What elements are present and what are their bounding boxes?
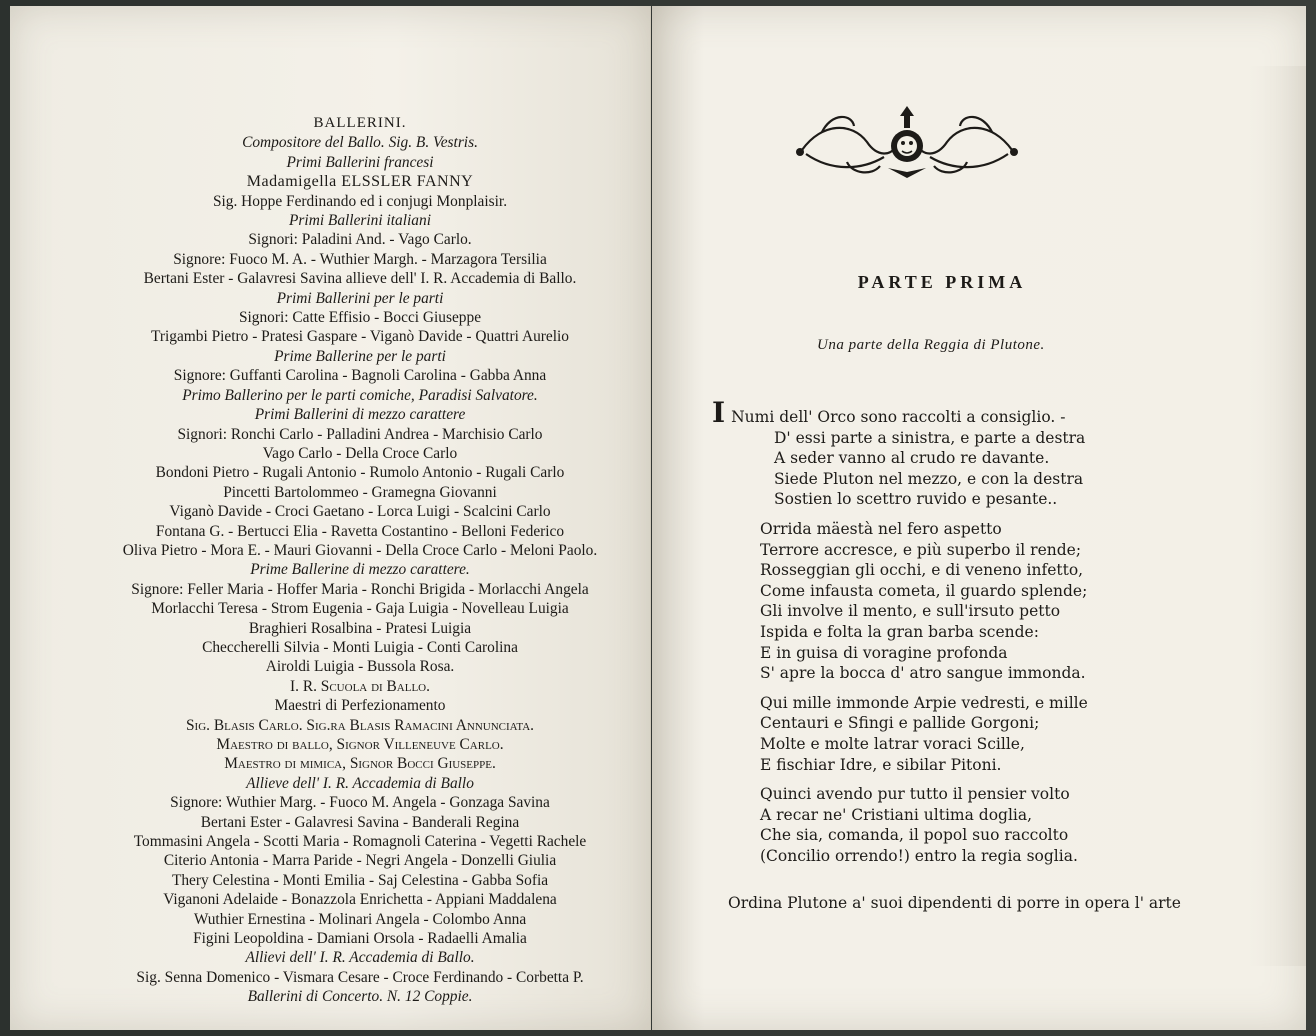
cast-line: Figini Leopoldina - Damiani Orsola - Radaelli Amalia	[193, 930, 527, 948]
cast-line: Citerio Antonia - Marra Paride - Negri Angela - Donzelli Giulia	[163, 852, 557, 870]
verse-line: Sostien lo scettro ruvido e pesante..	[774, 490, 1058, 509]
verse-line: Orrida mäestà nel fero aspetto	[760, 519, 1002, 538]
stanza	[712, 784, 1292, 866]
cast-line: Signore: Wuthier Marg. - Fuoco M. Angela - Gonzaga Savina	[170, 794, 550, 812]
verse-line: Quinci avendo pur tutto il pensier volto	[760, 785, 1070, 804]
verse-line: E in guisa di voragine profonda	[760, 643, 1008, 662]
verse-line: D' essi parte a sinistra, e parte a destra	[774, 428, 1086, 447]
cast-line: Sig. Senna Domenico - Vismara Cesare - Croce Ferdinando - Corbetta P.	[136, 968, 584, 986]
verse-line: A seder vanno al crudo re davante.	[774, 449, 1050, 468]
ornament-icon	[792, 102, 1022, 182]
cast-line: Maestro di ballo, Signor Villeneuve Carlo.	[216, 736, 504, 753]
stanza	[712, 693, 1292, 775]
cast-line: I. R. Scuola di Ballo.	[290, 677, 430, 695]
verse-line: S' apre la bocca d' atro sangue immonda.	[760, 664, 1086, 683]
cast-line: Signori: Catte Effisio - Bocci Giuseppe	[238, 309, 482, 327]
verse-line: (Concilio orrendo!) entro la regia soglia.	[760, 846, 1078, 865]
prose-line: Ordina Plutone a' suoi dipendenti di porre in opera l' arte	[728, 894, 1181, 912]
verse-line: E fischiar Idre, e sibilar Pitoni.	[760, 755, 1002, 774]
cast-line: Madamigella ELSSLER FANNY	[246, 173, 474, 191]
cast-line: Vago Carlo - Della Croce Carlo	[262, 444, 458, 462]
cast-line: Ballerini di Concerto. N. 12 Coppie.	[247, 988, 473, 1006]
left-page	[10, 6, 651, 1030]
cast-line: Primi Ballerini francesi	[286, 153, 434, 171]
verse-line: Ispida e folta la gran barba scende:	[760, 622, 1039, 641]
cast-line: Prime Ballerine per le parti	[274, 347, 446, 365]
stanza	[712, 396, 1292, 510]
verse-line: Gli involve il mento, e sull'irsuto petto	[760, 602, 1061, 621]
cast-line: Morlacchi Teresa - Strom Eugenia - Gaja Luigia - Novelleau Luigia	[151, 600, 569, 618]
cast-line: Sig. Blasis Carlo. Sig.ra Blasis Ramacini Annunciata.	[185, 716, 535, 734]
cast-line: Primi Ballerini italiani	[289, 212, 431, 230]
cast-line: Signore: Feller Maria - Hoffer Maria - Ronchi Brigida - Morlacchi Angela	[131, 580, 589, 598]
cast-line: Primo Ballerino per le parti comiche, Paradisi Salvatore.	[182, 386, 538, 404]
cast-line: Trigambi Pietro - Pratesi Gaspare - Viganò Davide - Quattri Aurelio	[151, 328, 569, 346]
cast-line: Viganò Davide - Croci Gaetano - Lorca Luigi - Scalcini Carlo	[169, 503, 551, 521]
verse-line: Che sia, comanda, il popol suo raccolto	[760, 826, 1069, 845]
cast-line: Compositore del Ballo. Sig. B. Vestris.	[242, 134, 478, 152]
cast-line: Thery Celestina - Monti Emilia - Saj Celestina - Gabba Sofia	[171, 871, 549, 889]
cast-line: Bondoni Pietro - Rugali Antonio - Rumolo Antonio - Rugali Carlo	[155, 464, 565, 482]
stanza	[712, 519, 1292, 684]
cast-line: Maestri di Perfezionamento	[274, 697, 446, 715]
verse-line: Qui mille immonde Arpie vedresti, e mille	[760, 693, 1088, 712]
verse-line: A recar ne' Cristiani ultima doglia,	[760, 805, 1033, 824]
cast-line: BALLERINI.	[313, 115, 407, 131]
cast-line: Sig. Hoppe Ferdinando ed i conjugi Monplaisir.	[212, 192, 508, 210]
verse-block	[712, 396, 1292, 875]
part-title: PARTE PRIMA	[857, 272, 1027, 292]
cast-line: Bertani Ester - Galavresi Savina allieve dell' I. R. Accademia di Ballo.	[143, 270, 577, 288]
cast-list	[80, 114, 640, 1007]
verse-line: Terrore accresce, e più superbo il rende;	[760, 540, 1082, 559]
right-page	[652, 6, 1306, 1030]
cast-line: Signore: Guffanti Carolina - Bagnoli Carolina - Gabba Anna	[173, 367, 547, 385]
verse-line: Molte e molte latrar voraci Scille,	[760, 734, 1025, 753]
drop-cap: I	[712, 396, 726, 429]
cast-line: Signore: Fuoco M. A. - Wuthier Margh. - Marzagora Tersilia	[173, 250, 547, 268]
verse-line: Centauri e Sfingi e pallide Gorgoni;	[760, 714, 1040, 733]
cast-line: Oliva Pietro - Mora E. - Mauri Giovanni - Della Croce Carlo - Meloni Paolo.	[122, 541, 598, 559]
cast-line: Signori: Ronchi Carlo - Palladini Andrea - Marchisio Carlo	[177, 425, 543, 443]
cast-line: Checcherelli Silvia - Monti Luigia - Conti Carolina	[202, 638, 518, 656]
cast-line: Pincetti Bartolommeo - Gramegna Giovanni	[223, 483, 497, 501]
cast-line: Allieve dell' I. R. Accademia di Ballo	[246, 774, 474, 792]
cast-line: Bertani Ester - Galavresi Savina - Banderali Regina	[200, 813, 520, 831]
scene-description: Una parte della Reggia di Plutone.	[817, 337, 1045, 353]
cast-line: Primi Ballerini per le parti	[276, 289, 444, 307]
verse-line: Rosseggian gli occhi, e di veneno infetto,	[760, 561, 1084, 580]
cast-line: Fontana G. - Bertucci Elia - Ravetta Costantino - Belloni Federico	[155, 522, 565, 540]
cast-line: Viganoni Adelaide - Bonazzola Enrichetta - Appiani Maddalena	[163, 891, 557, 909]
cast-line: Wuthier Ernestina - Molinari Angela - Colombo Anna	[193, 910, 527, 928]
cast-line: Maestro di mimica, Signor Bocci Giuseppe.	[224, 755, 496, 773]
verse-line: Siede Pluton nel mezzo, e con la destra	[774, 469, 1084, 488]
cast-line: Tommasini Angela - Scotti Maria - Romagnoli Caterina - Vegetti Rachele	[133, 833, 587, 851]
cast-line: Braghieri Rosalbina - Pratesi Luigia	[248, 619, 472, 637]
cast-line: Primi Ballerini di mezzo carattere	[254, 406, 466, 424]
verse-text: Numi dell' Orco sono raccolti a consiglio. -	[731, 408, 1066, 426]
cast-line: Allievi dell' I. R. Accademia di Ballo.	[245, 949, 475, 967]
verse-line: Come infausta cometa, il guardo splende;	[760, 581, 1088, 600]
cast-line: Airoldi Luigia - Bussola Rosa.	[265, 658, 455, 676]
cast-line: Prime Ballerine di mezzo carattere.	[250, 561, 470, 579]
verse-line	[712, 396, 1292, 429]
cast-line: Signori: Paladini And. - Vago Carlo.	[248, 231, 472, 249]
